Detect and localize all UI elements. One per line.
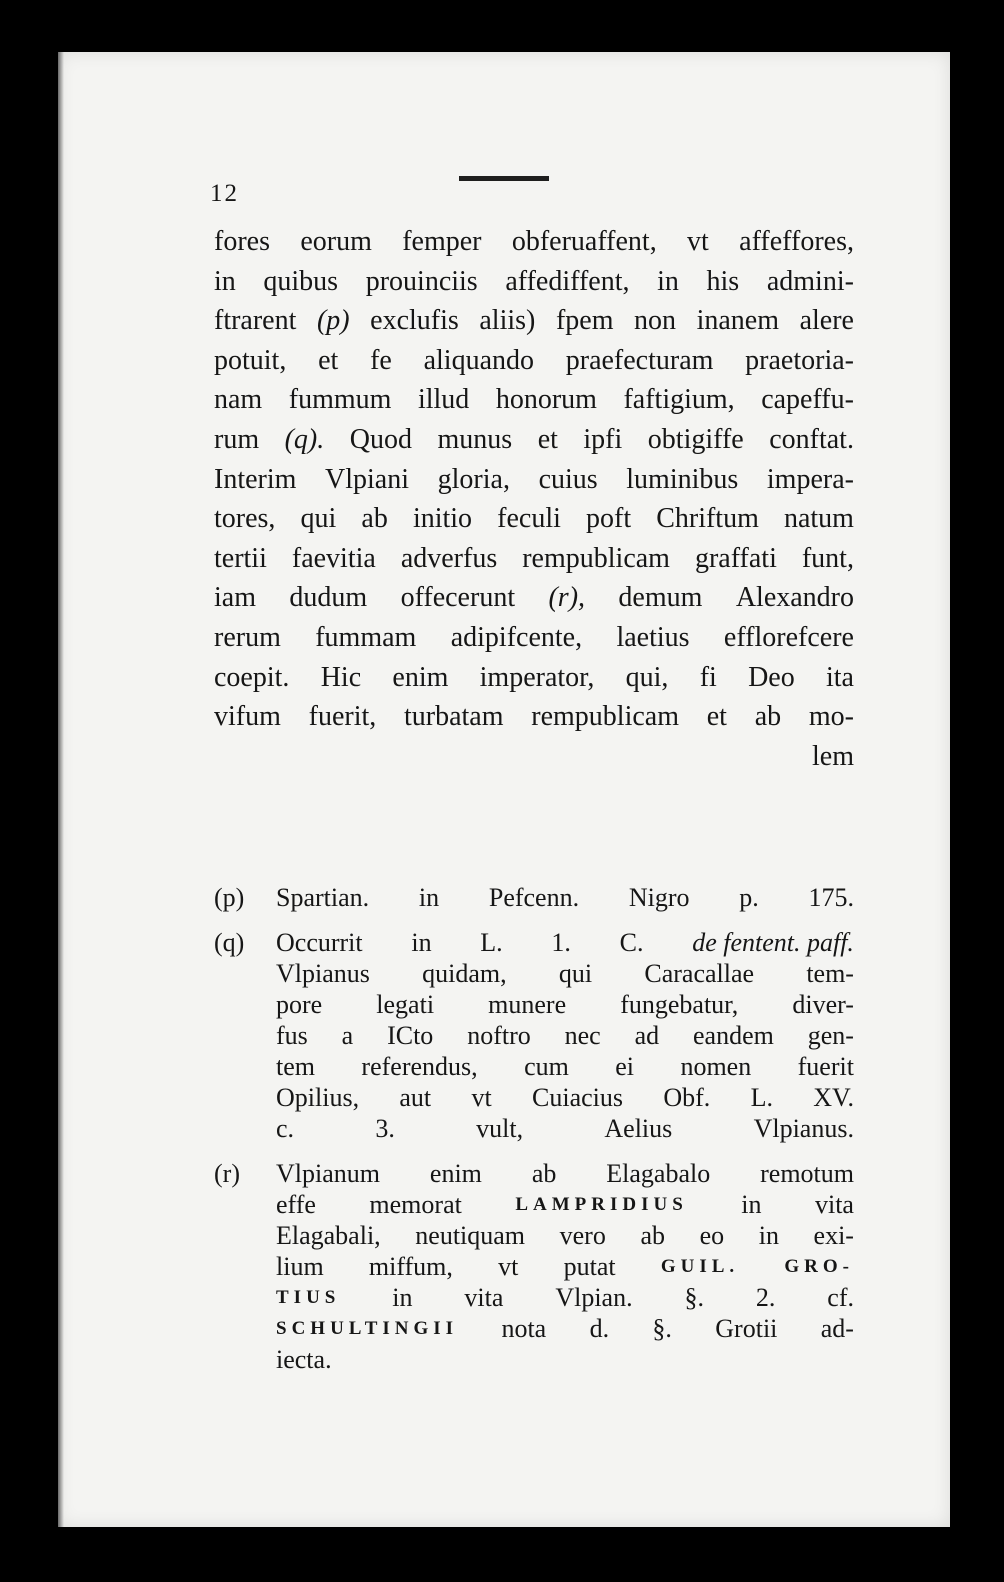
word: noftro [467, 1021, 531, 1050]
word: faevitia [291, 542, 376, 574]
word: 3. [375, 1114, 395, 1143]
word: Vlpian. [555, 1283, 633, 1312]
word: rum [214, 423, 260, 455]
word: tem- [806, 959, 854, 988]
word: cum [524, 1052, 569, 1081]
word: TIUS [276, 1287, 341, 1308]
footnote-text [276, 1158, 854, 1375]
word: vt [687, 226, 709, 257]
text-line [276, 1344, 854, 1375]
word: prouinciis [365, 265, 478, 297]
word: qui, [625, 661, 669, 693]
word: obtigiffe [647, 423, 744, 455]
header-ornament-rule [459, 176, 549, 181]
word: aliquando [423, 344, 534, 376]
word: fungebatur, [620, 990, 739, 1019]
word: fi [699, 661, 717, 693]
word: ad [634, 1021, 660, 1050]
word: GUIL. [660, 1256, 740, 1277]
word: his [706, 265, 740, 297]
word: in [741, 1190, 762, 1219]
word: nam [214, 384, 263, 416]
word: enim [429, 1159, 482, 1188]
word: munere [488, 990, 567, 1019]
word: Hic [320, 661, 362, 693]
footnotes [214, 882, 854, 1389]
text-line [214, 301, 854, 341]
word: quibus [263, 265, 339, 297]
word: ab [640, 1221, 665, 1250]
catchword-text: lem [812, 740, 854, 772]
word: capeffu- [761, 384, 854, 416]
word: affeffores, [739, 226, 854, 257]
word: iecta. [276, 1345, 332, 1374]
word: femper [402, 226, 482, 257]
word: nec [564, 1021, 601, 1050]
word: vifum [214, 701, 281, 733]
word: ftrarent [214, 305, 297, 337]
word: et [706, 701, 727, 733]
word: 2. [755, 1283, 776, 1312]
word: ICto [387, 1021, 434, 1050]
text-line [214, 658, 854, 698]
word: fummum [288, 384, 392, 416]
word: dudum [289, 582, 368, 614]
word: turbatam [404, 701, 504, 733]
word: de fentent. paff. [692, 928, 854, 957]
word: praefecturam [565, 344, 714, 376]
word: remotum [760, 1159, 854, 1188]
word: in [418, 883, 440, 912]
footnote-marker: (q) [214, 928, 245, 957]
word: SCHULTINGII [276, 1318, 459, 1339]
word: legati [376, 990, 435, 1019]
word: adipifcente, [450, 621, 583, 653]
word: Caracallae [644, 959, 755, 988]
word: graffati [694, 542, 777, 574]
word: honorum [495, 384, 597, 416]
word: in [392, 1283, 413, 1312]
word: admini- [766, 265, 854, 297]
word: efflorefcere [723, 621, 854, 653]
word: neutiquam [415, 1221, 526, 1250]
word: inanem [696, 305, 780, 337]
word: 175. [808, 883, 854, 912]
word: obferuaffent, [511, 226, 657, 257]
footnote-marker: (r) [214, 1159, 240, 1188]
text-line [214, 697, 854, 737]
word: ad- [820, 1314, 854, 1343]
text-line [276, 1251, 854, 1282]
text-line [276, 958, 854, 989]
word: et [318, 344, 339, 376]
word: ab [531, 1159, 557, 1188]
text-line [214, 262, 854, 302]
word: Chriftum [656, 503, 759, 535]
word: ipfi [583, 423, 623, 455]
text-line [276, 1189, 854, 1220]
footnote [214, 882, 854, 913]
text-line [276, 927, 854, 958]
word: ei [615, 1052, 635, 1081]
word: initio [412, 503, 473, 535]
word: tem [276, 1052, 315, 1081]
word: Aelius [604, 1114, 673, 1143]
word: cf. [827, 1283, 854, 1312]
word: vult, [476, 1114, 524, 1143]
text-line [276, 1020, 854, 1051]
word: qui [558, 959, 593, 988]
word: Occurrit [276, 928, 363, 957]
word: eandem [693, 1021, 774, 1050]
word: enim [392, 661, 449, 693]
word: fuerit [797, 1052, 854, 1081]
word: potuit, [214, 344, 287, 376]
word: d. [589, 1314, 610, 1343]
word: Interim [214, 463, 297, 495]
word: in [214, 265, 236, 297]
word: diver- [792, 990, 854, 1019]
word: aut [399, 1083, 432, 1112]
word: lium [276, 1252, 324, 1281]
word: ab [361, 503, 388, 535]
word: fuerit, [308, 701, 377, 733]
word: et [537, 423, 558, 455]
word: affediffent, [505, 265, 630, 297]
text-line [276, 882, 854, 913]
word: ab [754, 701, 782, 733]
word: impera- [766, 463, 854, 495]
word: vita [464, 1283, 504, 1312]
text-line [214, 618, 854, 658]
word: (p) [316, 305, 350, 337]
word: gen- [807, 1021, 854, 1050]
word: 1. [551, 928, 571, 957]
word: L. [480, 928, 503, 957]
word: qui [300, 503, 337, 535]
word: (q). [284, 423, 325, 455]
word: memorat [369, 1190, 462, 1219]
word: Deo [748, 661, 795, 693]
word: tertii [214, 542, 267, 574]
word: p. [739, 883, 759, 912]
word: poft [586, 503, 632, 535]
word: Vlpianum [276, 1159, 380, 1188]
text-line [276, 1313, 854, 1344]
word: munus [437, 423, 513, 455]
word: in [758, 1221, 779, 1250]
word: XV. [813, 1083, 854, 1112]
word: Cuiacius [532, 1083, 624, 1112]
word: offecerunt [400, 582, 516, 614]
word: rerum [214, 621, 281, 653]
word: feculi [497, 503, 561, 535]
word: fores [214, 226, 270, 257]
word: adverfus [400, 542, 498, 574]
footnote [214, 927, 854, 1144]
word: fus [276, 1021, 308, 1050]
word: GRO- [784, 1256, 854, 1277]
word: conftat. [769, 423, 854, 455]
word: nomen [680, 1052, 752, 1081]
word: vt [498, 1252, 519, 1281]
word: in [657, 265, 679, 297]
word: LAMPRIDIUS [515, 1194, 688, 1215]
word: in [411, 928, 432, 957]
word: fe [370, 344, 392, 376]
footnote-marker: (p) [214, 883, 245, 912]
word: quidam, [422, 959, 507, 988]
word: C. [619, 928, 644, 957]
text-line [276, 1113, 854, 1144]
word: Alexandro [735, 582, 854, 614]
text-line [276, 1082, 854, 1113]
word: non [634, 305, 677, 337]
word: rempublicam [531, 701, 679, 733]
word: illud [417, 384, 470, 416]
word: imperator, [479, 661, 595, 693]
word: fpem [555, 305, 614, 337]
page-edge-shadow [58, 52, 64, 1527]
word: demum [618, 582, 703, 614]
text-line [276, 1051, 854, 1082]
word: laetius [616, 621, 690, 653]
word: gloria, [437, 463, 510, 495]
text-line [214, 420, 854, 460]
word: fummam [315, 621, 417, 653]
word: c. [276, 1114, 295, 1143]
word: vero [559, 1221, 606, 1250]
word: putat [563, 1252, 616, 1281]
text-line [276, 989, 854, 1020]
word: ita [826, 661, 854, 693]
word: Vlpianus. [753, 1114, 854, 1143]
word: a [341, 1021, 354, 1050]
text-line [214, 460, 854, 500]
footnote-text [276, 882, 854, 913]
word: rempublicam [522, 542, 670, 574]
word: Vlpianus [276, 959, 370, 988]
word: Spartian. [276, 883, 370, 912]
word: faftigium, [623, 384, 735, 416]
word: aliis) [479, 305, 536, 337]
book-page [58, 52, 950, 1527]
text-line [214, 578, 854, 618]
word: praetoria- [745, 344, 854, 376]
word: alere [799, 305, 854, 337]
page-number: 12 [210, 180, 239, 207]
main-text [214, 222, 854, 776]
text-line [214, 380, 854, 420]
word: Nigro [628, 883, 690, 912]
word: Elagabalo [606, 1159, 711, 1188]
word: effe [276, 1190, 316, 1219]
word: Grotii [715, 1314, 778, 1343]
word: iam [214, 582, 256, 614]
word: referendus, [361, 1052, 478, 1081]
word: mo- [808, 701, 854, 733]
word: §. [652, 1314, 672, 1343]
word: miffum, [368, 1252, 453, 1281]
word: cuius [538, 463, 598, 495]
word: coepit. [214, 661, 290, 693]
word: §. [684, 1283, 704, 1312]
word: Elagabali, [276, 1221, 381, 1250]
text-line [214, 222, 854, 262]
word: Opilius, [276, 1083, 360, 1112]
word: eorum [300, 226, 372, 257]
word: eo [699, 1221, 725, 1250]
word: exclufis [370, 305, 459, 337]
footnote [214, 1158, 854, 1375]
word: nota [501, 1314, 547, 1343]
word: natum [783, 503, 854, 535]
text-line [276, 1220, 854, 1251]
word: Pefcenn. [488, 883, 580, 912]
catchword [214, 737, 854, 777]
footnote-text [276, 927, 854, 1144]
word: Obf. [663, 1083, 711, 1112]
word: funt, [801, 542, 854, 574]
word: Quod [349, 423, 412, 455]
text-line [214, 341, 854, 381]
word: exi- [813, 1221, 854, 1250]
word: Vlpiani [325, 463, 410, 495]
word: (r), [548, 582, 586, 614]
word: luminibus [626, 463, 739, 495]
text-line [276, 1158, 854, 1189]
word: pore [276, 990, 323, 1019]
word: vt [471, 1083, 492, 1112]
word: L. [750, 1083, 773, 1112]
word: vita [814, 1190, 854, 1219]
text-line [214, 539, 854, 579]
text-line [214, 499, 854, 539]
word: tores, [214, 503, 276, 535]
text-line [276, 1282, 854, 1313]
